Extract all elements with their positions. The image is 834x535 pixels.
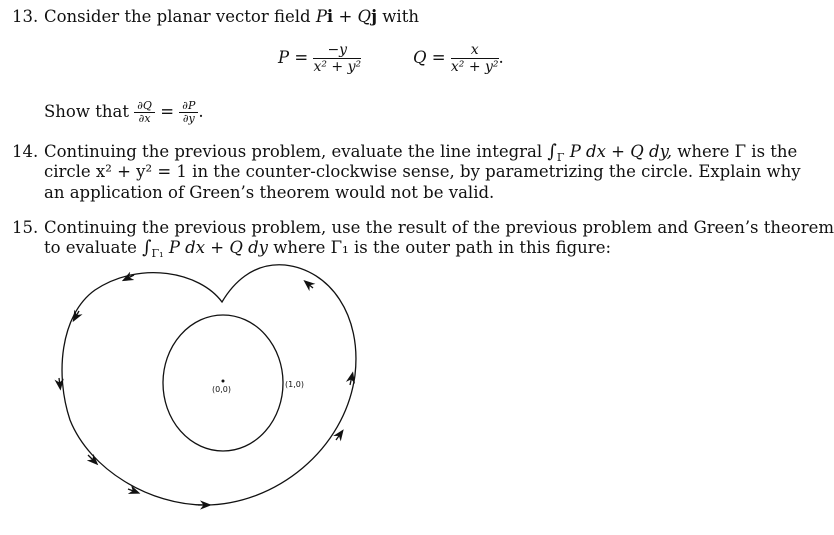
problem-14-line-2: circle x² + y² = 1 in the counter-clockwise sense, by parametrizing the circle. Explain why [44, 162, 801, 181]
eq-Q-numerator: x [451, 42, 499, 59]
field-i: i [326, 7, 334, 26]
partial-Q: ∂Q [134, 100, 155, 113]
arrow-top-right [307, 283, 313, 288]
integral-sign: ∫ [142, 237, 152, 258]
gamma1-subscript: Γ₁ [151, 247, 164, 260]
origin-label: (0,0) [212, 385, 231, 394]
arrow-right-lower [336, 433, 341, 440]
eq-P-denominator: x² + y² [313, 59, 362, 75]
eq-Q-denominator: x² + y² [450, 59, 499, 75]
inner-circle [163, 315, 283, 451]
show-that: Show that [44, 102, 129, 121]
show-that-period: . [198, 102, 204, 121]
p15-text-a: to evaluate [44, 238, 137, 257]
field-P: P [315, 7, 327, 26]
p14-text-b: where Γ is the [677, 142, 798, 161]
p15-integrand: P dx + Q dy [168, 238, 268, 257]
p14-text-a: Continuing the previous problem, evaluate the line integral [44, 142, 543, 161]
outer-path-gamma1 [62, 265, 356, 505]
problem-14-line-3: an application of Green’s theorem would not be valid. [44, 183, 495, 202]
eq-P-numerator: −y [313, 42, 361, 59]
p14-integrand: P dx + Q dy, [569, 142, 672, 161]
eq-P-lhs: P = [278, 48, 309, 67]
eq-Q-period: . [498, 48, 504, 67]
origin-point [222, 380, 225, 383]
problem-15-number: 15. [12, 218, 39, 237]
problem-13-number: 13. [12, 7, 39, 26]
arrow-bottom-mid [128, 489, 136, 492]
eq-Q-lhs: Q = [413, 48, 446, 67]
arrow-left-lower [59, 378, 60, 386]
problem-15-line-1: Continuing the previous problem, use the result of the previous problem and Green’s theorem [44, 218, 834, 237]
p15-text-b: where Γ₁ is the outer path in this figure: [273, 238, 612, 257]
problem-14-number: 14. [12, 142, 39, 161]
arrow-right-mid [350, 376, 352, 385]
point-label: (1,0) [285, 380, 304, 389]
integral-sign: ∫ [547, 141, 557, 162]
equals-sign: = [160, 102, 175, 121]
field-Q: Q [357, 7, 372, 26]
partial-y: ∂y [182, 112, 195, 125]
partial-x: ∂x [138, 112, 151, 125]
gamma-subscript: Γ [556, 151, 565, 164]
partial-P: ∂P [179, 100, 198, 113]
problem-13-intro: Consider the planar vector field [44, 7, 311, 26]
field-plus: + [338, 7, 353, 26]
with-word: with [382, 7, 419, 26]
field-j: j [371, 7, 378, 26]
